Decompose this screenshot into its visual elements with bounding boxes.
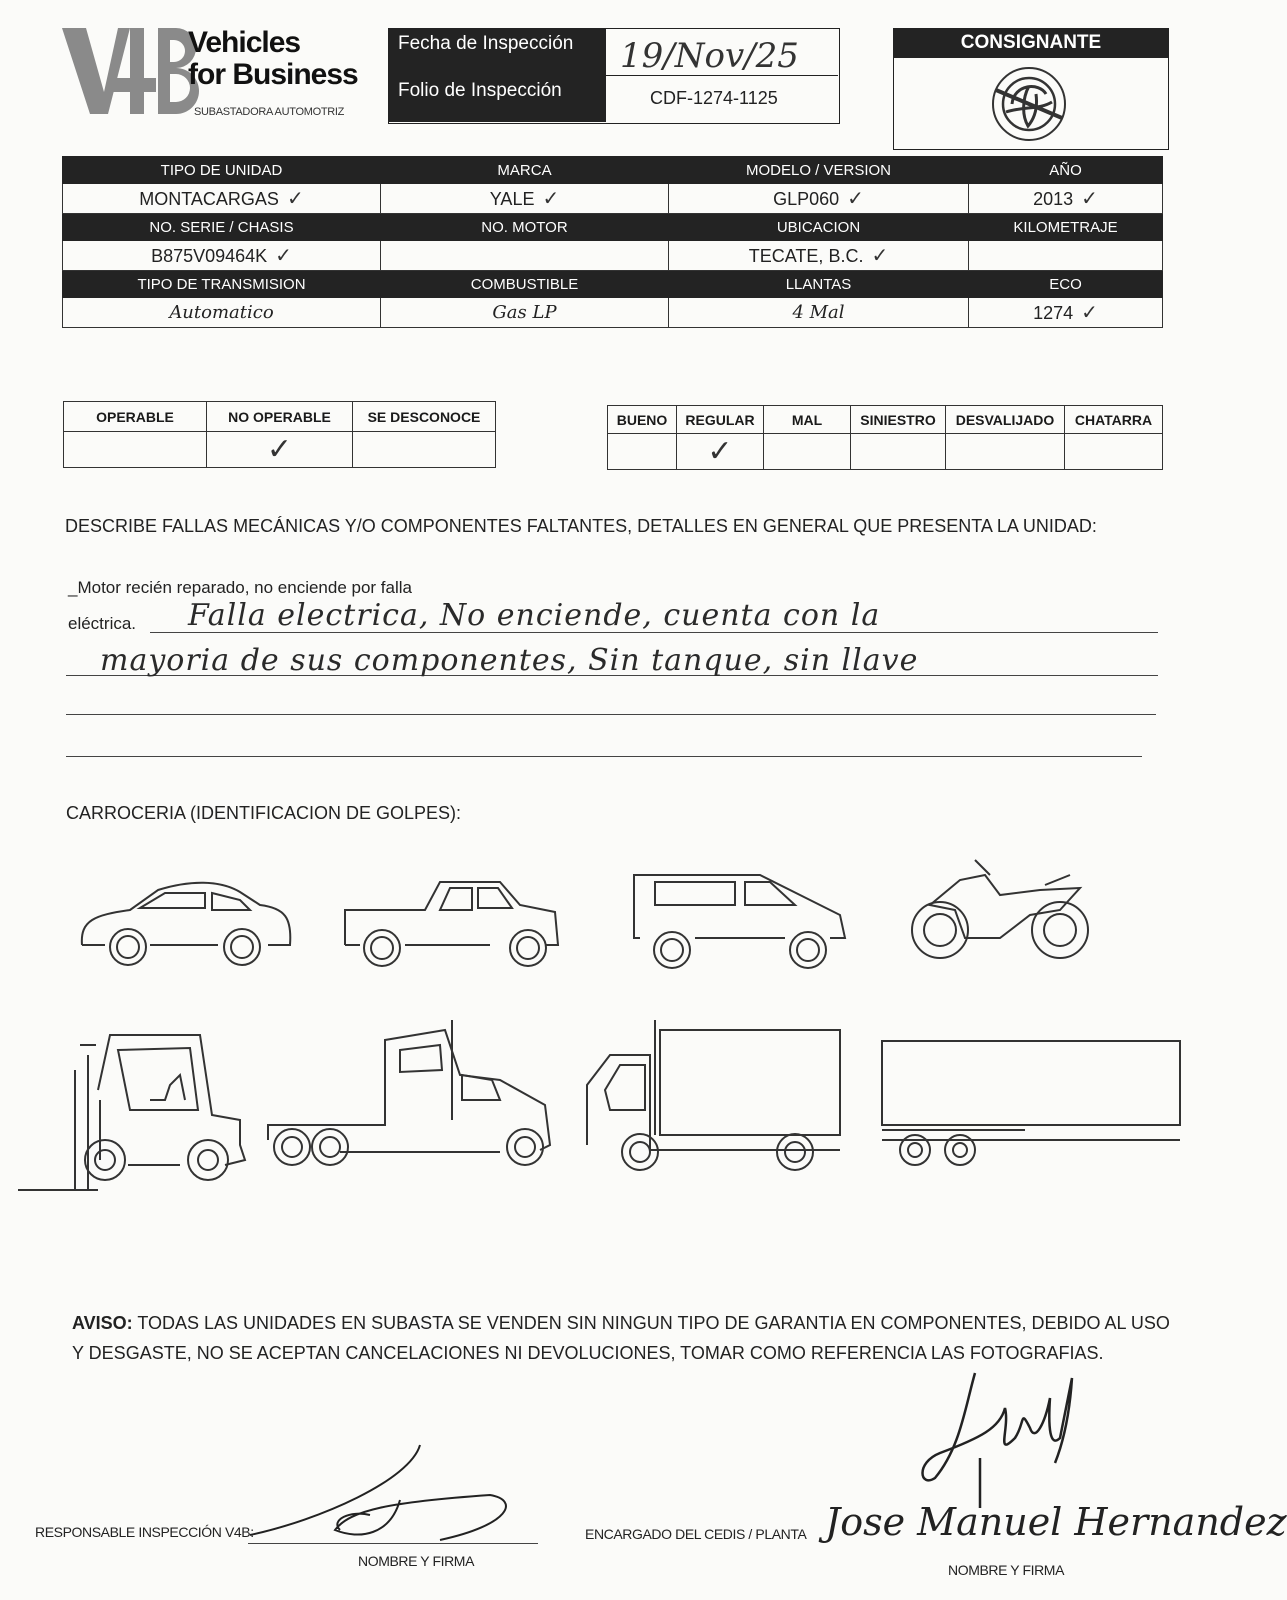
forklift-icon[interactable] <box>18 1035 245 1190</box>
header-serie: NO. SERIE / CHASIS <box>63 214 381 241</box>
check-mark-icon: ✓ <box>707 435 733 468</box>
siniestro-checkbox[interactable] <box>851 434 946 470</box>
folio-value: CDF-1274-1125 <box>650 88 778 108</box>
header-combustible: COMBUSTIBLE <box>381 271 669 298</box>
van-icon[interactable] <box>634 875 845 968</box>
operable-header: OPERABLE <box>64 402 207 432</box>
brand-tagline: SUBASTADORA AUTOMOTRIZ <box>194 106 345 118</box>
modelo-value: GLP060 <box>773 189 840 209</box>
brand-name-line1: Vehicles <box>188 26 301 59</box>
ubicacion-value: TECATE, B.C. <box>748 246 864 266</box>
vehicle-data-table <box>62 156 1163 328</box>
description-handwritten-line1: Falla electrica, No enciende, cuenta con la <box>188 598 881 633</box>
plant-name-handwritten: Jose Manuel Hernandez <box>825 1500 1287 1544</box>
cell-serie <box>63 241 381 271</box>
bueno-header: BUENO <box>608 406 677 434</box>
regular-header: REGULAR <box>677 406 764 434</box>
check-mark-icon: ✓ <box>266 433 293 466</box>
description-handwritten-line2: mayoria de sus componentes, Sin tanque, sin llave <box>100 643 919 678</box>
header-transmision: TIPO DE TRANSMISION <box>63 271 381 298</box>
check-mark-icon: ✓ <box>871 245 889 267</box>
cell-combustible: Gas LP <box>381 298 669 328</box>
anio-value: 2013 <box>1033 189 1074 209</box>
cell-ubicacion <box>669 241 969 271</box>
folio-label: Folio de Inspección <box>398 80 562 101</box>
plant-label: ENCARGADO DEL CEDIS / PLANTA <box>585 1526 807 1542</box>
check-mark-icon: ✓ <box>542 188 560 210</box>
cell-transmision: Automatico <box>63 298 381 328</box>
operability-table <box>63 401 496 468</box>
siniestro-header: SINIESTRO <box>851 406 946 434</box>
notice-text <box>72 1308 1172 1368</box>
box-truck-icon[interactable] <box>587 1020 840 1170</box>
desvalijado-header: DESVALIJADO <box>946 406 1065 434</box>
cell-tipo-unidad <box>63 184 381 214</box>
check-mark-icon: ✓ <box>847 188 864 210</box>
header-kilometraje: KILOMETRAJE <box>969 214 1163 241</box>
tractor-truck-icon[interactable] <box>268 1020 550 1165</box>
plant-signature-icon <box>910 1368 1110 1518</box>
cell-llantas: 4 Mal <box>669 298 969 328</box>
mal-header: MAL <box>764 406 851 434</box>
chatarra-header: CHATARRA <box>1065 406 1163 434</box>
check-mark-icon: ✓ <box>286 188 304 210</box>
bueno-checkbox[interactable] <box>608 434 677 470</box>
cell-motor <box>381 241 669 271</box>
eco-value: 1274 <box>1033 303 1074 323</box>
fecha-label: Fecha de Inspección <box>398 33 574 54</box>
header-anio: AÑO <box>969 157 1163 184</box>
chatarra-checkbox[interactable] <box>1065 434 1163 470</box>
inspector-signature-icon <box>240 1440 530 1550</box>
inspector-label: RESPONSABLE INSPECCIÓN V4B: <box>35 1524 254 1540</box>
description-line <box>66 756 1142 757</box>
sedan-icon[interactable] <box>82 883 290 965</box>
header-tipo-unidad: TIPO DE UNIDAD <box>63 157 381 184</box>
cell-eco <box>969 298 1163 328</box>
regular-checkbox[interactable] <box>677 434 764 470</box>
notice-body: TODAS LAS UNIDADES EN SUBASTA SE VENDEN SIN NINGUN TIPO DE GARANTIA EN COMPONENTES, DEBIDO AL USO Y DESGASTE, NO SE ACEPTAN CANCELACIONES NI DEVOLUCIONES, TOMAR COMO REFERENCIA LAS FOTOGRAFIAS. <box>72 1313 1170 1363</box>
cell-kilometraje <box>969 241 1163 271</box>
no-operable-header: NO OPERABLE <box>207 402 353 432</box>
description-title: DESCRIBE FALLAS MECÁNICAS Y/O COMPONENTES FALTANTES, DETALLES EN GENERAL QUE PRESENTA LA UNIDAD: <box>65 516 1097 536</box>
fecha-value: 19/Nov/25 <box>620 36 799 76</box>
header-motor: NO. MOTOR <box>381 214 669 241</box>
plant-caption: NOMBRE Y FIRMA <box>948 1562 1065 1578</box>
body-section-title: CARROCERIA (IDENTIFICACION DE GOLPES): <box>66 803 462 823</box>
cell-anio <box>969 184 1163 214</box>
description-printed-line2: eléctrica. <box>68 614 137 633</box>
mal-checkbox[interactable] <box>764 434 851 470</box>
brand-name-line2: for Business <box>188 58 358 91</box>
v4b-logo-icon <box>60 22 190 120</box>
header-eco: ECO <box>969 271 1163 298</box>
cell-modelo <box>669 184 969 214</box>
description-printed-line1: _Motor recién reparado, no enciende por falla <box>68 578 412 597</box>
consignante-seal-icon <box>984 64 1074 144</box>
header-marca: MARCA <box>381 157 669 184</box>
check-mark-icon: ✓ <box>1081 188 1098 210</box>
consignante-title: CONSIGNANTE <box>893 28 1169 58</box>
condition-table <box>607 405 1163 470</box>
header-ubicacion: UBICACION <box>669 214 969 241</box>
motorcycle-icon[interactable] <box>912 860 1088 958</box>
pickup-icon[interactable] <box>345 882 558 966</box>
notice-label: AVISO: <box>72 1313 133 1333</box>
marca-value: YALE <box>489 189 535 209</box>
check-mark-icon: ✓ <box>275 245 292 267</box>
desvalijado-checkbox[interactable] <box>946 434 1065 470</box>
se-desconoce-checkbox[interactable] <box>353 432 496 468</box>
vehicle-diagrams <box>0 860 1229 1200</box>
header-modelo: MODELO / VERSION <box>669 157 969 184</box>
no-operable-checkbox[interactable] <box>207 432 353 468</box>
check-mark-icon: ✓ <box>1081 302 1098 324</box>
se-desconoce-header: SE DESCONOCE <box>353 402 496 432</box>
trailer-icon[interactable] <box>882 1041 1180 1165</box>
serie-value: B875V09464K <box>151 246 268 266</box>
description-line <box>66 714 1156 715</box>
operable-checkbox[interactable] <box>64 432 207 468</box>
inspector-caption: NOMBRE Y FIRMA <box>358 1553 475 1569</box>
tipo-unidad-value: MONTACARGAS <box>139 189 279 209</box>
cell-marca <box>381 184 669 214</box>
header-llantas: LLANTAS <box>669 271 969 298</box>
